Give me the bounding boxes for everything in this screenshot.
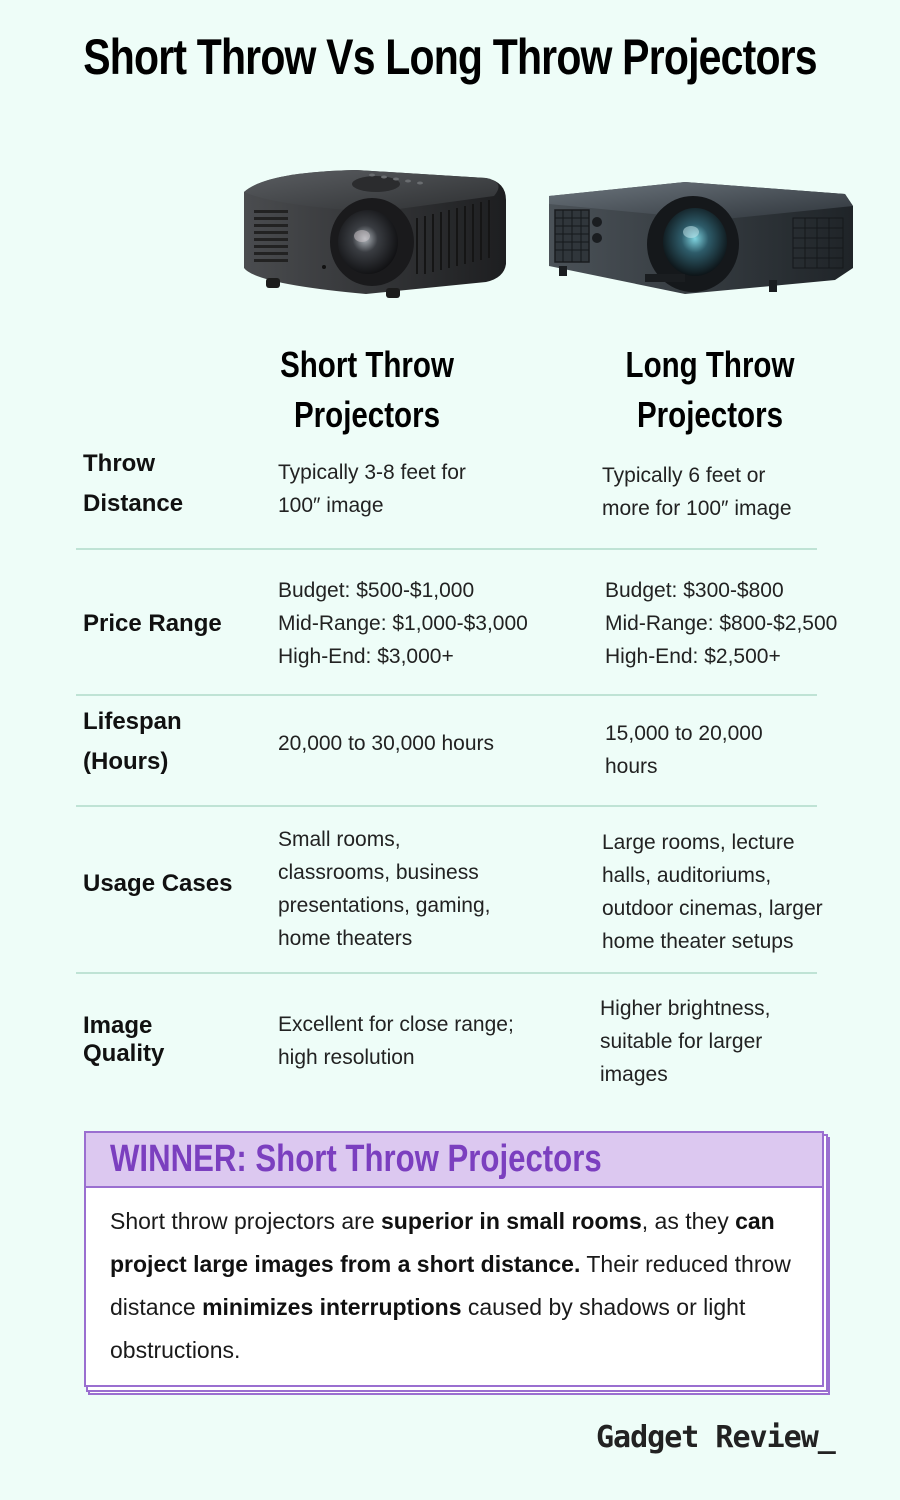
winner-text-bold: can project large images from a short distance. — [110, 1208, 775, 1277]
cell-line: classrooms, business — [278, 861, 479, 884]
row-label-line: Quality — [83, 1040, 165, 1067]
short-image-quality-cell — [278, 1008, 514, 1074]
short-throw-projector-image — [236, 160, 508, 300]
winner-panel — [84, 1131, 830, 1395]
row-label-line: Usage Cases — [83, 870, 233, 897]
cell-line: high resolution — [278, 1046, 415, 1069]
cell-line: Small rooms, — [278, 828, 401, 851]
short-price-range-cell — [278, 574, 528, 673]
row-label-line: Lifespan — [83, 708, 182, 735]
brand-logo: Gadget Review_ — [596, 1420, 835, 1455]
cell-line: images — [600, 1063, 668, 1086]
cell-line: Typically 3-8 feet for — [278, 461, 466, 484]
row-label-line: (Hours) — [83, 748, 169, 775]
cell-line: 20,000 to 30,000 hours — [278, 732, 495, 755]
column-header-short-throw — [260, 340, 473, 440]
winner-text: , as they — [641, 1208, 736, 1234]
row-divider — [76, 805, 817, 807]
column-header-short-line1: Short Throw — [280, 344, 454, 385]
page-title: Short Throw Vs Long Throw Projectors — [83, 29, 817, 85]
long-throw-projector-image — [545, 170, 855, 300]
cell-line: Budget: $500-$1,000 — [278, 579, 475, 602]
cell-line: Excellent for close range; — [278, 1013, 514, 1036]
cell-line: home theaters — [278, 927, 413, 950]
long-lifespan-cell — [605, 717, 763, 783]
column-header-short-line2: Projectors — [293, 394, 441, 435]
row-label-line: Image — [83, 1012, 153, 1039]
winner-description — [86, 1188, 822, 1372]
row-label-line: Distance — [83, 490, 184, 517]
short-lifespan-cell — [278, 727, 494, 760]
long-price-range-cell — [605, 574, 837, 673]
long-image-quality-cell — [600, 992, 770, 1091]
row-label-throw-distance — [83, 444, 183, 524]
cell-line: Budget: $300-$800 — [605, 579, 784, 602]
winner-text-bold: minimizes interruptions — [202, 1294, 462, 1320]
cell-line: presentations, gaming, — [278, 894, 491, 917]
cell-line: Mid-Range: $800-$2,500 — [605, 612, 838, 635]
row-label-line: Throw — [83, 450, 155, 477]
cell-line: 100″ image — [278, 494, 384, 517]
cell-line: hours — [605, 755, 658, 778]
cell-line: Mid-Range: $1,000-$3,000 — [278, 612, 528, 635]
cell-line: outdoor cinemas, larger — [602, 897, 823, 920]
winner-text: Short throw projectors are — [110, 1208, 382, 1234]
winner-text: caused by shadows or light obstructions. — [110, 1294, 746, 1363]
row-label-usage-cases — [83, 864, 232, 904]
column-header-long-line1: Long Throw — [625, 344, 795, 385]
winner-header — [86, 1133, 822, 1188]
row-divider — [76, 972, 817, 974]
winner-card — [84, 1131, 824, 1387]
cell-line: halls, auditoriums, — [602, 864, 772, 887]
short-usage-cases-cell — [278, 823, 490, 955]
long-usage-cases-cell — [602, 826, 823, 958]
winner-text: Their reduced throw distance — [110, 1251, 791, 1320]
column-header-long-throw — [603, 340, 816, 440]
cell-line: 15,000 to 20,000 — [605, 722, 763, 745]
short-throw-distance-cell — [278, 456, 466, 522]
cell-line: Large rooms, lecture — [602, 831, 795, 854]
row-divider — [76, 694, 817, 696]
cell-line: High-End: $2,500+ — [605, 645, 781, 668]
winner-text-bold: superior in small rooms — [381, 1208, 642, 1234]
cell-line: home theater setups — [602, 930, 794, 953]
row-label-line: Price Range — [83, 610, 222, 637]
cell-line: suitable for larger — [600, 1030, 763, 1053]
row-label-price-range — [83, 604, 222, 644]
cell-line: High-End: $3,000+ — [278, 645, 454, 668]
winner-title: WINNER: Short Throw Projectors — [110, 1138, 602, 1180]
column-header-long-line2: Projectors — [636, 394, 784, 435]
cell-line: Higher brightness, — [600, 997, 771, 1020]
cell-line: Typically 6 feet or — [602, 464, 766, 487]
row-label-image-quality — [83, 1012, 164, 1068]
long-throw-distance-cell — [602, 459, 792, 525]
cell-line: more for 100″ image — [602, 497, 792, 520]
row-divider — [76, 548, 817, 550]
row-label-lifespan — [83, 702, 182, 782]
